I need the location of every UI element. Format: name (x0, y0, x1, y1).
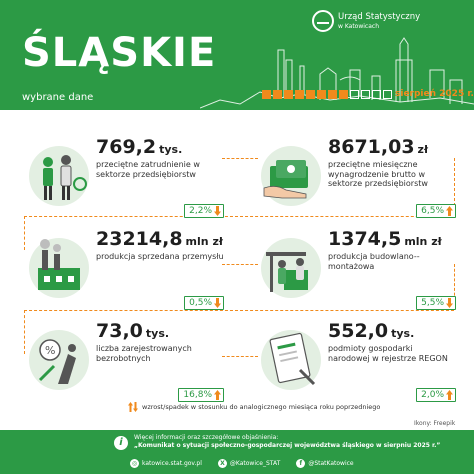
change-value: 16,8% (183, 390, 212, 400)
link-facebook[interactable] (296, 459, 353, 468)
footer-report-title: „Komunikat o sytuacji społeczno-gospodarczej województwa śląskiego w sierpniu 2025 r.” (134, 442, 441, 449)
month-label: sierpień 2025 r. (395, 89, 474, 99)
globe-icon: ◎ (131, 460, 138, 467)
footer-info-line1: Więcej informacji oraz szczegółowe objaśnienia: (134, 434, 279, 441)
change-value: 2,2% (189, 206, 212, 216)
card-salary (256, 134, 456, 222)
employment-description: przeciętne zatrudnienie w sektorze przedsiębiorstw (96, 160, 200, 179)
month-square (350, 90, 359, 99)
unemployment-value (96, 320, 169, 342)
month-square (306, 90, 315, 99)
x-icon: X (218, 459, 227, 468)
month-square (295, 90, 304, 99)
change-value: 2,0% (421, 390, 444, 400)
arrow-up-icon (446, 390, 453, 400)
card-industry (24, 226, 224, 314)
change-value: 0,5% (189, 298, 212, 308)
value-number: 73,0 (96, 320, 143, 342)
change-badge (184, 204, 224, 218)
value-unit: tys. (159, 143, 183, 156)
facebook-icon: f (296, 459, 305, 468)
card-employment (24, 134, 224, 222)
page-subtitle: wybrane dane (22, 92, 94, 103)
office-name-line2: w Katowicach (338, 23, 379, 30)
arrow-up-icon (214, 390, 221, 400)
arrow-up-icon (446, 206, 453, 216)
unemployment-illustration-icon (24, 324, 94, 394)
unemployment-description: liczba zarejestrowanych bezrobotnych (96, 344, 192, 363)
value-number: 8671,03 (328, 136, 415, 158)
value-unit: zł (417, 143, 429, 156)
employment-value (96, 136, 182, 158)
value-unit: mln zł (185, 235, 223, 248)
connector-row2 (222, 264, 258, 265)
legend (128, 402, 380, 412)
value-number: 23214,8 (96, 228, 183, 250)
employees-illustration-icon (24, 140, 94, 210)
construction-illustration-icon (256, 232, 326, 302)
value-number: 552,0 (328, 320, 389, 342)
link-website-text: katowice.stat.gov.pl (142, 460, 202, 467)
link-website[interactable] (130, 459, 202, 468)
office-name-line1: Urząd Statystyczny (338, 12, 421, 22)
arrow-down-icon (446, 298, 453, 308)
info-icon: i (114, 436, 128, 450)
month-progress-bar (262, 90, 392, 99)
month-square (328, 90, 337, 99)
construction-value (328, 228, 442, 250)
construction-description: produkcja budowlano--montażowa (328, 252, 420, 271)
card-regon (256, 318, 456, 406)
link-x[interactable] (218, 459, 280, 468)
month-square (361, 90, 370, 99)
month-square (284, 90, 293, 99)
factory-illustration-icon (24, 232, 94, 302)
salary-description: przeciętne miesięczne wynagrodzenie brutto w sektorze przedsiębiorstw (328, 160, 428, 188)
footer-links (130, 459, 354, 468)
salary-illustration-icon (256, 140, 326, 210)
industry-value (96, 228, 223, 250)
regon-value (328, 320, 414, 342)
change-value: 5,5% (421, 298, 444, 308)
change-badge (416, 204, 456, 218)
footer-info (134, 434, 440, 450)
month-square (273, 90, 282, 99)
month-square (317, 90, 326, 99)
month-square (339, 90, 348, 99)
value-number: 1374,5 (328, 228, 402, 250)
change-badge (184, 296, 224, 310)
value-number: 769,2 (96, 136, 157, 158)
change-badge (416, 296, 456, 310)
arrow-down-icon (214, 298, 221, 308)
icon-credits: Ikony: Freepik (414, 420, 456, 427)
change-badge (416, 388, 456, 402)
office-logo-icon (312, 10, 334, 32)
link-x-text: @Katowice_STAT (229, 460, 281, 467)
connector-row1 (222, 158, 258, 159)
office-name (338, 12, 420, 32)
change-badge (178, 388, 224, 402)
month-square (372, 90, 381, 99)
month-square (262, 90, 271, 99)
page-title: ŚLĄSKIE (22, 30, 217, 76)
footer (0, 430, 474, 474)
card-unemployment (24, 318, 224, 406)
month-square (383, 90, 392, 99)
header-banner (0, 0, 474, 110)
arrow-down-icon (214, 206, 221, 216)
salary-value (328, 136, 428, 158)
value-unit: mln zł (404, 235, 442, 248)
link-facebook-text: @StatKatowice (308, 460, 354, 467)
regon-illustration-icon (256, 324, 326, 394)
change-value: 6,5% (421, 206, 444, 216)
svg-text:%: % (45, 344, 56, 357)
connector-row3 (222, 356, 258, 357)
legend-text: wzrost/spadek w stosunku do analogicznego miesiąca roku poprzedniego (142, 403, 381, 411)
regon-description: podmioty gospodarki narodowej w rejestrze REGON (328, 344, 448, 363)
value-unit: tys. (145, 327, 170, 340)
industry-description: produkcja sprzedana przemysłu (96, 252, 224, 261)
card-construction (256, 226, 456, 314)
up-down-arrows-icon (128, 402, 138, 412)
value-unit: tys. (391, 327, 415, 340)
